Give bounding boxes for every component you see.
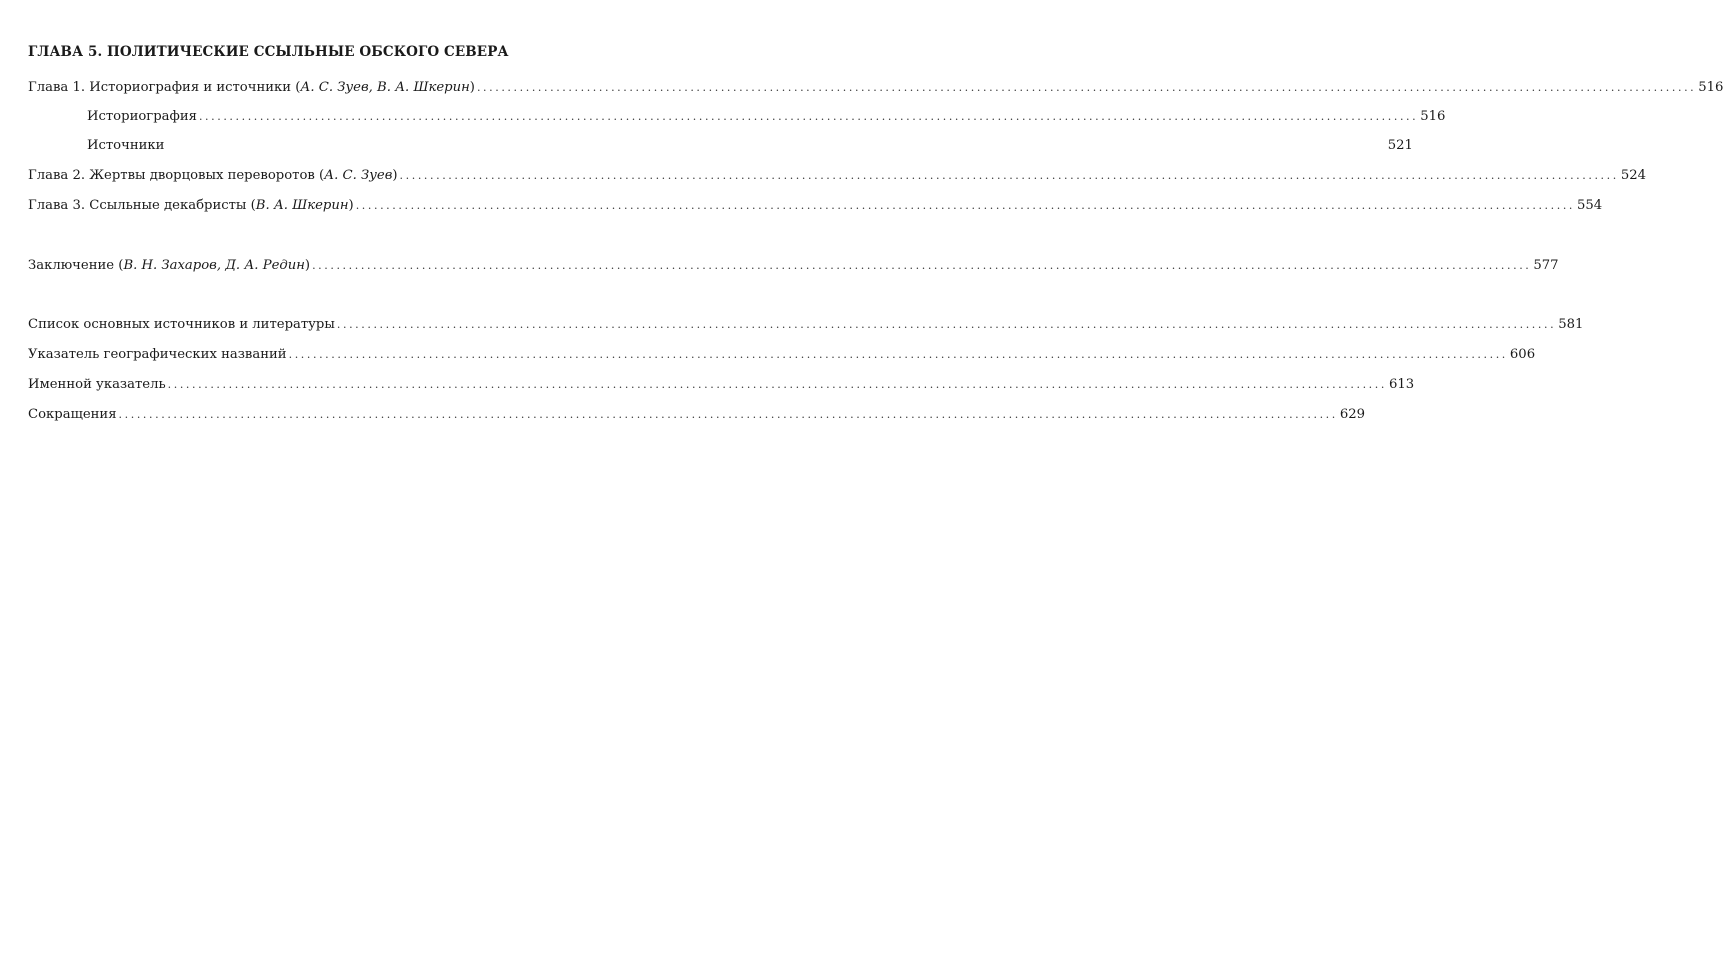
toc-page-number: 521 — [1387, 138, 1413, 153]
dot-leader: ........................................................................................................................................................................................................ — [312, 259, 1532, 272]
toc-entry-sources — [87, 137, 1413, 155]
dot-leader: ........................................................................................................................................................................................................ — [336, 318, 1557, 331]
toc-entry-chapter-3 — [28, 197, 1603, 215]
dot-leader: ........................................................................................................................................................................................................ — [198, 110, 1419, 123]
toc-page-number: 516 — [1420, 109, 1446, 124]
toc-entry-label: Историография — [87, 109, 197, 124]
toc-page-number: 606 — [1509, 347, 1536, 362]
chapter-heading: ГЛАВА 5. ПОЛИТИЧЕСКИЕ ССЫЛЬНЫЕ ОБСКОГО СЕВЕРА — [28, 44, 509, 60]
toc-entry-label: Указатель географических названий — [28, 347, 287, 362]
toc-entry-label: Заключение (В. Н. Захаров, Д. А. Редин) — [28, 258, 311, 273]
toc-entry-label: Именной указатель — [28, 377, 166, 392]
toc-entry-historiography — [87, 108, 1446, 126]
toc-entry-chapter-2 — [28, 167, 1647, 185]
dot-leader: ........................................................................................................................................................................................................ — [167, 378, 1387, 391]
dot-leader: ........................................................................................................................................................................................................ — [355, 199, 1576, 212]
toc-entry-label: Глава 2. Жертвы дворцовых переворотов (А. С. Зуев) — [28, 168, 398, 183]
toc-page-number: 581 — [1558, 317, 1584, 332]
toc-page-number: 613 — [1388, 377, 1415, 392]
toc-page-number: 554 — [1577, 198, 1603, 213]
toc-page-number: 524 — [1620, 168, 1647, 183]
toc-entry-conclusion — [28, 257, 1559, 275]
toc-entry-label: Сокращения — [28, 407, 117, 422]
toc-entry-label: Глава 1. Историография и источники (А. С. Зуев, В. А. Шкерин) — [28, 80, 475, 95]
toc-entry-abbreviations — [28, 406, 1366, 424]
toc-entry-bibliography — [28, 316, 1584, 334]
toc-page-number: 629 — [1339, 407, 1366, 422]
dot-leader: ........................................................................................................................................................................................................ — [476, 81, 1697, 94]
toc-entry-label: Список основных источников и литературы — [28, 317, 335, 332]
dot-leader: ........................................................................................................................................................................................................ — [288, 348, 1508, 361]
toc-entry-name-index — [28, 376, 1415, 394]
dot-leader: ........................................................................................................................................................................................................ — [118, 408, 1338, 421]
toc-entry-label: Глава 3. Ссыльные декабристы (В. А. Шкерин) — [28, 198, 354, 213]
toc-entry-chapter-1 — [28, 79, 1723, 97]
toc-page-number: 516 — [1698, 80, 1723, 95]
toc-entry-label: Источники — [87, 138, 165, 153]
toc-page-number: 577 — [1533, 258, 1559, 273]
dot-leader: ........................................................................................................................................................................................................ — [399, 169, 1619, 182]
toc-entry-geo-index — [28, 346, 1536, 364]
